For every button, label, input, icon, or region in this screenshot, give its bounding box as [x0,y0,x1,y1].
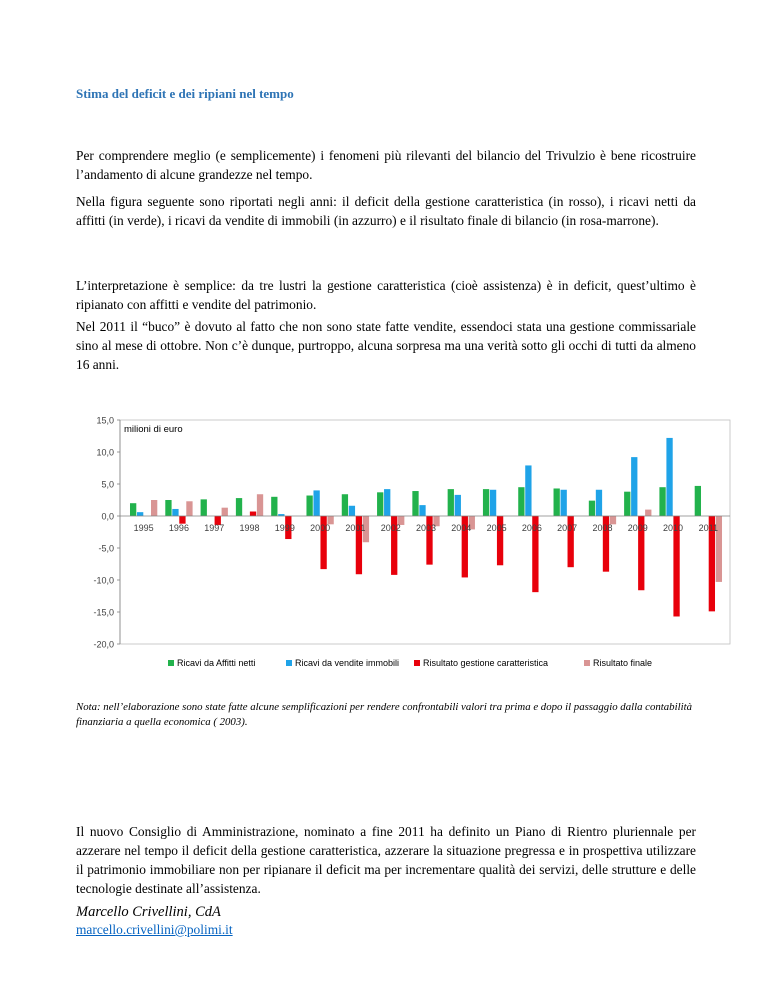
bar-ricavi-da-affitti-netti-2010 [659,487,665,516]
paragraph-interpretation: L’interpretazione è semplice: da tre lustri la gestione caratteristica (cioè assistenza) è in deficit, quest’ultimo è ripianato con affitti e vendite del patrimonio. [76,278,696,312]
legend-label: Ricavi da Affitti netti [177,658,256,668]
bar-ricavi-da-affitti-netti-2005 [483,489,489,516]
y-tick-label: -10,0 [93,575,114,586]
footnote: Nota: nell’elaborazione sono state fatte alcune semplificazioni per rendere confrontabili valori tra prima e dopo il passaggio dalla contabilità finanziaria a quella economica ( 2003). [76,701,692,728]
x-tick-label: 2005 [486,523,507,533]
x-tick-label: 2007 [557,523,578,533]
bar-ricavi-da-affitti-netti-1995 [130,503,136,516]
bar-ricavi-da-affitti-netti-2008 [589,501,595,516]
bar-ricavi-da-affitti-netti-2000 [306,496,312,516]
bar-risultato-finale-1997 [222,508,228,516]
bar-ricavi-da-affitti-netti-2006 [518,487,524,516]
bar-ricavi-da-affitti-netti-2011 [695,486,701,516]
author-signature: Marcello Crivellini, CdA [76,904,221,920]
paragraph-2011-deficit: Nel 2011 il “buco” è dovuto al fatto che non sono state fatte vendite, essendoci stata una gestione commissariale sino al mese di ottobre. Non c’è dunque, purtroppo, alcuna sorpresa ma una verità sotto gli occhi di tutti da almeno 16 anni. [76,319,696,372]
bar-risultato-finale-1995 [151,500,157,516]
x-tick-label: 2003 [415,523,437,533]
legend-swatch [584,660,590,666]
y-axis-title: milioni di euro [124,424,183,435]
x-tick-label: 2002 [380,523,401,533]
x-tick-label: 2000 [310,523,331,533]
bar-ricavi-da-affitti-netti-2002 [377,492,383,516]
legend-swatch [168,660,174,666]
legend-label: Risultato gestione caratteristica [423,658,549,668]
bar-ricavi-da-vendite-immobili-2009 [631,457,637,516]
bar-ricavi-da-affitti-netti-1996 [165,500,171,516]
paragraph-intro: Per comprendere meglio (e semplicemente) i fenomeni più rilevanti del bilancio del Trivulzio è bene ricostruire l’andamento di alcune grandezze nel tempo. [76,148,696,182]
bar-ricavi-da-vendite-immobili-2006 [525,465,531,516]
paragraph-closing: Il nuovo Consiglio di Amministrazione, nominato a fine 2011 ha definito un Piano di Rientro pluriennale per azzerare nel tempo il deficit della gestione caratteristica, azzerare la situazione pregressa e in prospettiva utilizzare il patrimonio immobiliare non per ripianare il deficit ma per incrementare qualità dei servizi, delle strutture e delle tecnologie destinate all’assistenza. [76,824,696,896]
bar-risultato-finale-1996 [186,501,192,516]
y-tick-label: 0,0 [101,511,114,522]
legend-swatch [286,660,292,666]
legend-swatch [414,660,420,666]
bar-risultato-finale-1998 [257,494,263,516]
y-tick-label: -5,0 [98,543,114,554]
x-tick-label: 1995 [133,523,154,533]
bar-ricavi-da-affitti-netti-1997 [201,499,207,516]
bar-ricavi-da-vendite-immobili-2010 [666,438,672,516]
author-email-link[interactable]: marcello.crivellini@polimi.it [76,922,233,937]
y-tick-label: 10,0 [96,447,114,458]
y-tick-label: 15,0 [96,415,114,426]
y-tick-label: 5,0 [101,479,114,490]
bar-ricavi-da-affitti-netti-1999 [271,497,277,516]
bar-ricavi-da-vendite-immobili-2007 [561,490,567,516]
legend-label: Risultato finale [593,658,653,668]
bar-ricavi-da-vendite-immobili-1995 [137,512,143,516]
bar-ricavi-da-vendite-immobili-2004 [455,495,461,516]
x-tick-label: 1996 [168,523,189,533]
x-tick-label: 2001 [345,523,366,533]
paragraph-figure-description: Nella figura seguente sono riportati negli anni: il deficit della gestione caratteristica (in rosso), i ricavi netti da affitti (in verde), i ricavi da vendite di immobili (in azzurro) e il risultato finale di bilancio (in rosa-marrone). [76,194,696,228]
bar-ricavi-da-vendite-immobili-2000 [313,490,319,516]
bar-ricavi-da-vendite-immobili-2008 [596,490,602,516]
x-tick-label: 1999 [274,523,295,533]
x-tick-label: 2008 [592,523,613,533]
bar-chart-svg [76,412,742,680]
x-tick-label: 1997 [204,523,225,533]
x-tick-label: 1998 [239,523,260,533]
bar-risultato-gestione-caratteristica-1998 [250,512,256,516]
section-title: Stima del deficit e dei ripiani nel tempo [76,86,294,101]
bar-ricavi-da-affitti-netti-1998 [236,498,242,516]
bar-ricavi-da-vendite-immobili-2003 [419,505,425,516]
bar-ricavi-da-vendite-immobili-1996 [172,509,178,516]
x-tick-label: 2011 [698,523,719,533]
bar-risultato-finale-2009 [645,510,651,516]
bar-chart [76,412,742,680]
bar-ricavi-da-vendite-immobili-2002 [384,489,390,516]
bar-ricavi-da-affitti-netti-2009 [624,492,630,516]
x-tick-label: 2009 [627,523,648,533]
bar-ricavi-da-affitti-netti-2001 [342,494,348,516]
y-tick-label: -20,0 [93,639,114,650]
x-tick-label: 2010 [663,523,684,533]
bar-ricavi-da-vendite-immobili-2005 [490,490,496,516]
y-tick-label: -15,0 [93,607,114,618]
bar-ricavi-da-vendite-immobili-2001 [349,506,355,516]
x-tick-label: 2004 [451,523,472,533]
bar-ricavi-da-affitti-netti-2007 [554,488,560,516]
x-tick-label: 2006 [521,523,542,533]
bar-ricavi-da-affitti-netti-2004 [448,489,454,516]
legend-label: Ricavi da vendite immobili [295,658,400,668]
bar-ricavi-da-affitti-netti-2003 [412,491,418,516]
